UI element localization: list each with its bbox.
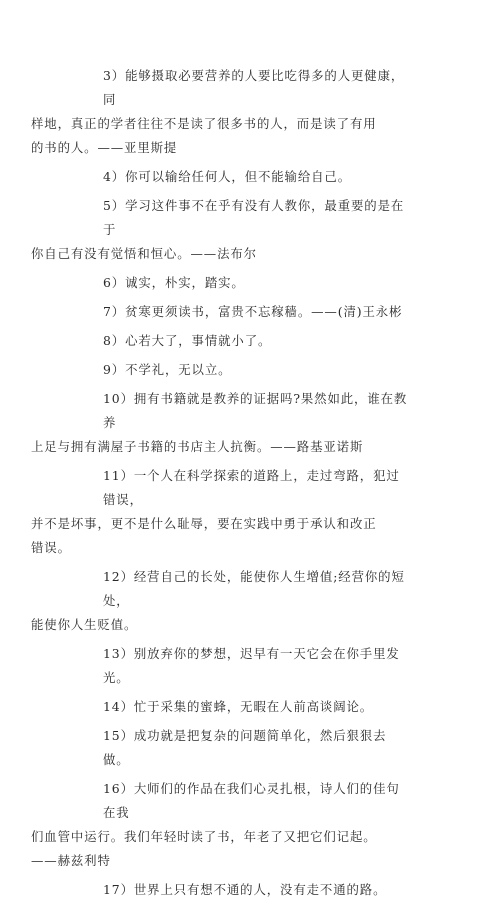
- quote-paragraph-3: [31, 64, 410, 160]
- paragraph-line: 10）拥有书籍就是教养的证据吗?果然如此，谁在教养: [103, 391, 408, 430]
- quote-paragraph-9: [103, 358, 410, 382]
- document-body: [31, 64, 410, 902]
- paragraph-line: ——赫兹利特: [31, 853, 111, 868]
- paragraph-line: 能使你人生贬值。: [31, 617, 138, 632]
- quote-paragraph-15: [103, 724, 410, 772]
- quote-paragraph-10: [31, 387, 410, 459]
- paragraph-line: 5）学习这件事不在乎有没有人教你，最重要的是在于: [103, 198, 405, 237]
- paragraph-line: 16）大师们的作品在我们心灵扎根，诗人们的佳句在我: [103, 781, 400, 820]
- paragraph-line: 7）贫寒更须读书，富贵不忘稼穑。——(清)王永彬: [103, 304, 403, 319]
- quote-paragraph-5: [31, 194, 410, 266]
- paragraph-line: 错误。: [31, 540, 71, 555]
- paragraph-line: 17）世界上只有想不通的人，没有走不通的路。: [103, 882, 387, 897]
- paragraph-line: 11）一个人在科学探索的道路上，走过弯路，犯过错误，: [103, 468, 400, 507]
- quote-paragraph-7: [103, 300, 410, 324]
- paragraph-line: 的书的人。——亚里斯提: [31, 140, 178, 155]
- paragraph-line: 15）成功就是把复杂的问题简单化，然后狠狠去做。: [103, 728, 387, 767]
- paragraph-line: 8）心若大了，事情就小了。: [103, 333, 272, 348]
- paragraph-line: 9）不学礼，无以立。: [103, 362, 232, 377]
- quote-paragraph-16: [31, 777, 410, 873]
- paragraph-line: 上足与拥有满屋子书籍的书店主人抗衡。——路基亚诺斯: [31, 439, 364, 454]
- paragraph-line: 样地，真正的学者往往不是读了很多书的人，而是读了有用: [31, 116, 377, 131]
- quote-paragraph-8: [103, 329, 410, 353]
- quote-paragraph-17: [103, 878, 410, 902]
- quote-paragraph-6: [103, 271, 410, 295]
- quote-paragraph-11: [31, 464, 410, 560]
- quote-paragraph-4: [103, 165, 410, 189]
- paragraph-line: 3）能够摄取必要营养的人要比吃得多的人更健康，同: [103, 68, 405, 107]
- paragraph-line: 们血管中运行。我们年轻时读了书，年老了又把它们记起。: [31, 829, 377, 844]
- paragraph-line: 14）忙于采集的蜜蜂，无暇在人前高谈阔论。: [103, 699, 374, 714]
- quote-paragraph-12: [31, 565, 410, 637]
- paragraph-line: 你自己有没有觉悟和恒心。——法布尔: [31, 246, 257, 261]
- quote-paragraph-14: [103, 695, 410, 719]
- paragraph-line: 并不是坏事，更不是什么耻辱，要在实践中勇于承认和改正: [31, 516, 377, 531]
- paragraph-line: 4）你可以输给任何人，但不能输给自己。: [103, 169, 352, 184]
- paragraph-line: 13）别放弃你的梦想，迟早有一天它会在你手里发光。: [103, 646, 400, 685]
- paragraph-line: 12）经营自己的长处，能使你人生增值;经营你的短处，: [103, 569, 405, 608]
- quote-paragraph-13: [103, 642, 410, 690]
- paragraph-line: 6）诚实，朴实，踏实。: [103, 275, 245, 290]
